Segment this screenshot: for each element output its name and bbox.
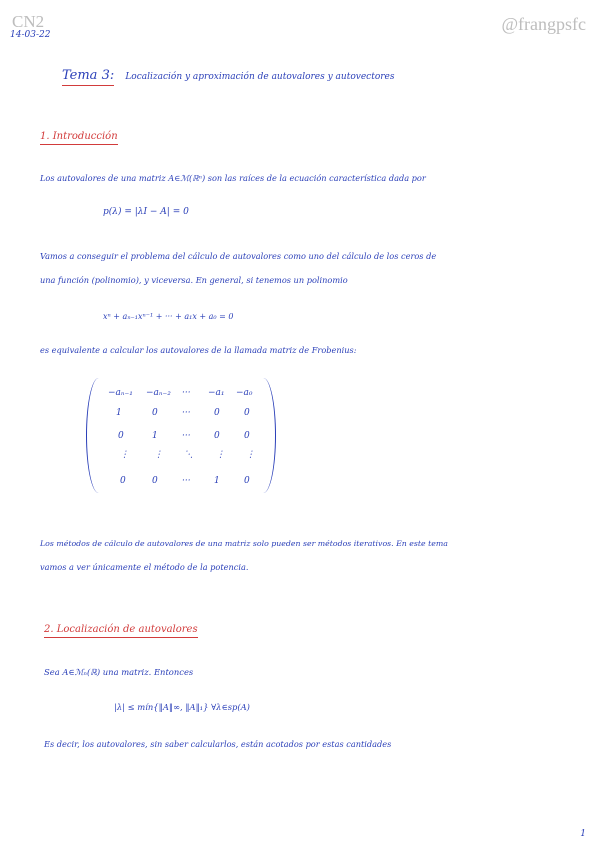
matrix-cell: 0: [244, 408, 250, 418]
s1-line4: es equivalente a calcular los autovalores de la llamada matriz de Frobenius:: [40, 345, 357, 355]
matrix-cell: ⋱: [184, 450, 193, 460]
matrix-cell: −a₁: [208, 388, 225, 398]
matrix-cell: ⋮: [246, 450, 255, 460]
s2-line1: Sea A∈ℳₙ(ℝ) una matriz. Entonces: [44, 667, 194, 677]
title-text: Localización y aproximación de autovalores y autovectores: [125, 72, 395, 82]
matrix-cell: 1: [152, 431, 158, 441]
matrix-cell: 1: [214, 476, 220, 486]
matrix-cell: 0: [120, 476, 126, 486]
watermark: @frangpsfc: [501, 14, 586, 34]
frobenius-matrix: [86, 378, 276, 493]
course-label: CN2: [12, 12, 45, 31]
matrix-cell: 0: [118, 431, 124, 441]
matrix-cell: −aₙ₋₁: [108, 388, 133, 398]
s1-line2: Vamos a conseguir el problema del cálculo de autovalores como uno del cálculo de los ceros de: [40, 251, 437, 261]
matrix-cell: 0: [152, 476, 158, 486]
s2-line2: Es decir, los autovalores, sin saber calcularlos, están acotados por estas cantidades: [44, 739, 392, 749]
matrix-cell: ···: [182, 388, 191, 398]
matrix-cell: 0: [244, 476, 250, 486]
s1-line5: Los métodos de cálculo de autovalores de una matriz solo pueden ser métodos iterativos. En este tema: [40, 539, 448, 548]
matrix-cell: −a₀: [236, 388, 253, 398]
matrix-cell: 0: [214, 431, 220, 441]
page-number: 1: [580, 829, 586, 839]
matrix-cell: 0: [244, 431, 250, 441]
matrix-left-paren: [86, 378, 107, 493]
section-2-heading: 2. Localización de autovalores: [44, 625, 198, 635]
matrix-cell: 0: [152, 408, 158, 418]
s1-line3: una función (polinomio), y viceversa. En general, si tenemos un polinomio: [40, 275, 348, 285]
page-title: [62, 64, 395, 83]
date-label: 14-03-22: [10, 30, 51, 40]
matrix-cell: ···: [182, 476, 191, 486]
title-prefix: Tema 3:: [62, 68, 114, 86]
s2-eq1: |λ| ≤ mín{‖A‖∞, ‖A‖₁} ∀λ∈sp(A): [114, 702, 250, 712]
matrix-cell: ⋮: [154, 450, 163, 460]
matrix-cell: ···: [182, 431, 191, 441]
s1-line1: Los autovalores de una matriz A∈ℳ(ℝⁿ) son las raíces de la ecuación característica dada por: [40, 173, 426, 183]
matrix-cell: ⋮: [120, 450, 129, 460]
matrix-cell: 0: [214, 408, 220, 418]
matrix-cell: ···: [182, 408, 191, 418]
s1-line6: vamos a ver únicamente el método de la potencia.: [40, 562, 249, 572]
section-1-heading: 1. Introducción: [40, 132, 118, 142]
matrix-right-paren: [255, 378, 276, 493]
matrix-cell: −aₙ₋₂: [146, 388, 171, 398]
s1-eq1: p(λ) = |λI − A| = 0: [103, 207, 189, 217]
matrix-cell: ⋮: [216, 450, 225, 460]
matrix-cell: 1: [116, 408, 122, 418]
s1-eq2: xⁿ + aₙ₋₁xⁿ⁻¹ + ··· + a₁x + a₀ = 0: [103, 312, 234, 321]
